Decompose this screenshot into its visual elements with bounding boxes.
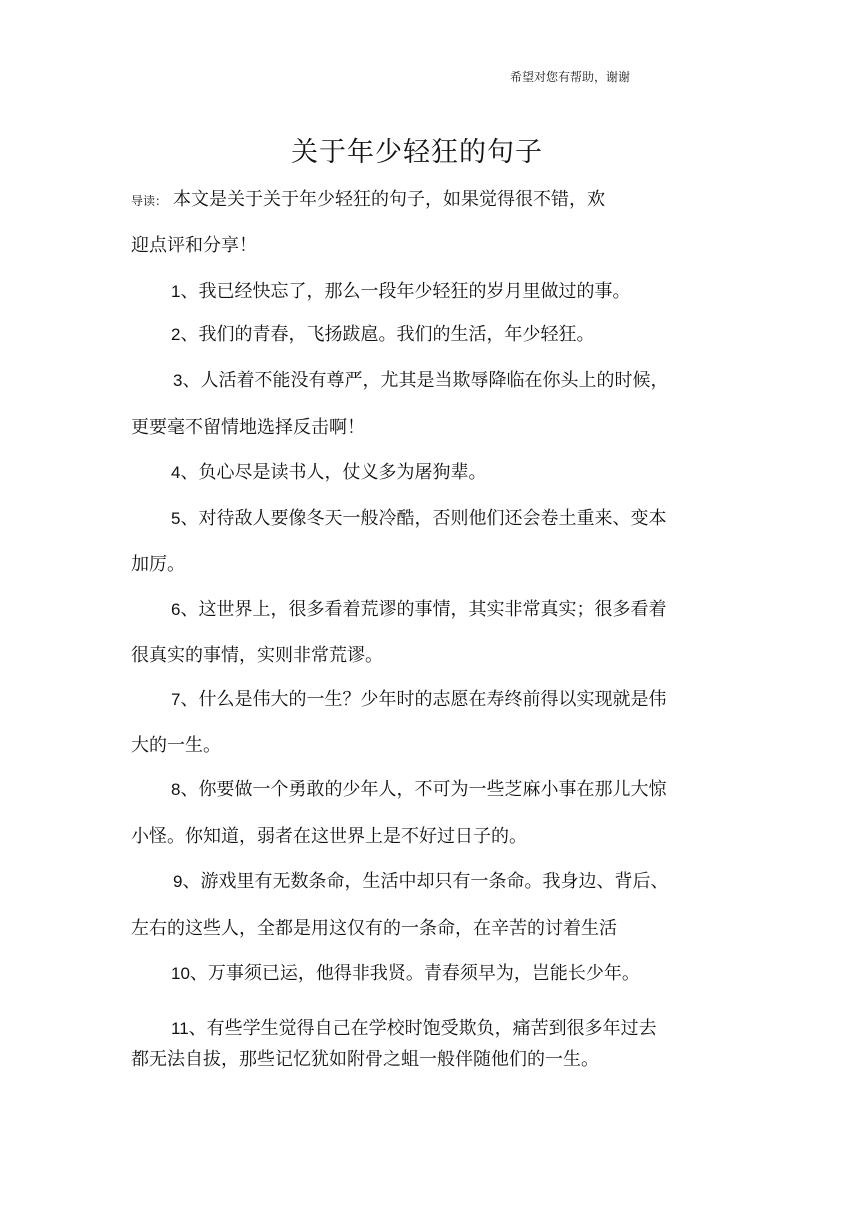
item-text: 、万事须已运，他得非我贤。青春须早为，岂能长少年。 (189, 963, 640, 984)
item-number: 9 (173, 872, 183, 891)
list-item-line: 很真实的事情，实则非常荒谬。 (131, 645, 383, 666)
item-number: 1 (171, 282, 181, 301)
list-item-line: 都无法自拔，那些记忆犹如附骨之蛆一般伴随他们的一生。 (131, 1049, 599, 1070)
item-number: 10 (171, 964, 190, 983)
intro-line-1 (131, 185, 605, 211)
intro-label: 导读： (131, 194, 168, 208)
header-note: 希望对您有帮助，谢谢 (510, 70, 631, 84)
item-text: 、我已经快忘了，那么一段年少轻狂的岁月里做过的事。 (180, 281, 631, 302)
item-text: 、我们的青春，飞扬跋扈。我们的生活，年少轻狂。 (180, 324, 595, 345)
item-number: 7 (171, 690, 181, 709)
list-item-line (171, 595, 666, 621)
list-item-line (171, 685, 666, 711)
list-item-line: 小怪。你知道，弱者在这世界上是不好过日子的。 (131, 826, 527, 847)
item-text: 、对待敌人要像冬天一般冷酷，否则他们还会卷土重来、变本 (180, 508, 667, 529)
list-item-line (171, 277, 630, 303)
list-item-line (173, 366, 668, 392)
intro-line-2: 迎点评和分享！ (131, 235, 257, 256)
item-text: 、游戏里有无数条命，生活中却只有一条命。我身边、背后、 (182, 871, 669, 892)
item-text: 、人活着不能没有尊严，尤其是当欺辱降临在你头上的时候， (182, 370, 669, 391)
list-item-line: 加厉。 (131, 554, 185, 575)
item-number: 11 (171, 1019, 189, 1038)
item-text: 、这世界上，很多看着荒谬的事情，其实非常真实；很多看着 (180, 599, 667, 620)
list-item-line (171, 1014, 657, 1040)
item-number: 2 (171, 325, 181, 344)
item-text: 、你要做一个勇敢的少年人，不可为一些芝麻小事在那儿大惊 (180, 779, 667, 800)
list-item-line (173, 867, 668, 893)
item-number: 4 (171, 463, 181, 482)
document-title: 关于年少轻狂的句子 (291, 137, 543, 168)
list-item-line (171, 504, 666, 530)
item-text: 、什么是伟大的一生？少年时的志愿在寿终前得以实现就是伟 (180, 689, 667, 710)
intro-text-1: 本文是关于关于年少轻狂的句子，如果觉得很不错，欢 (173, 189, 606, 210)
item-number: 6 (171, 600, 181, 619)
list-item-line (171, 458, 486, 484)
list-item-line: 更要毫不留情地选择反击啊！ (131, 417, 365, 438)
list-item-line (171, 775, 666, 801)
list-item-line (171, 320, 594, 346)
list-item-line: 大的一生。 (131, 735, 221, 756)
list-item-line: 左右的这些人，全都是用这仅有的一条命，在辛苦的讨着生活 (131, 918, 617, 939)
list-item-line (171, 959, 640, 985)
item-number: 5 (171, 509, 181, 528)
item-number: 3 (173, 371, 183, 390)
item-text: 、有些学生觉得自己在学校时饱受欺负，痛苦到很多年过去 (188, 1018, 657, 1039)
item-number: 8 (171, 780, 181, 799)
item-text: 、负心尽是读书人，仗义多为屠狗辈。 (180, 462, 487, 483)
